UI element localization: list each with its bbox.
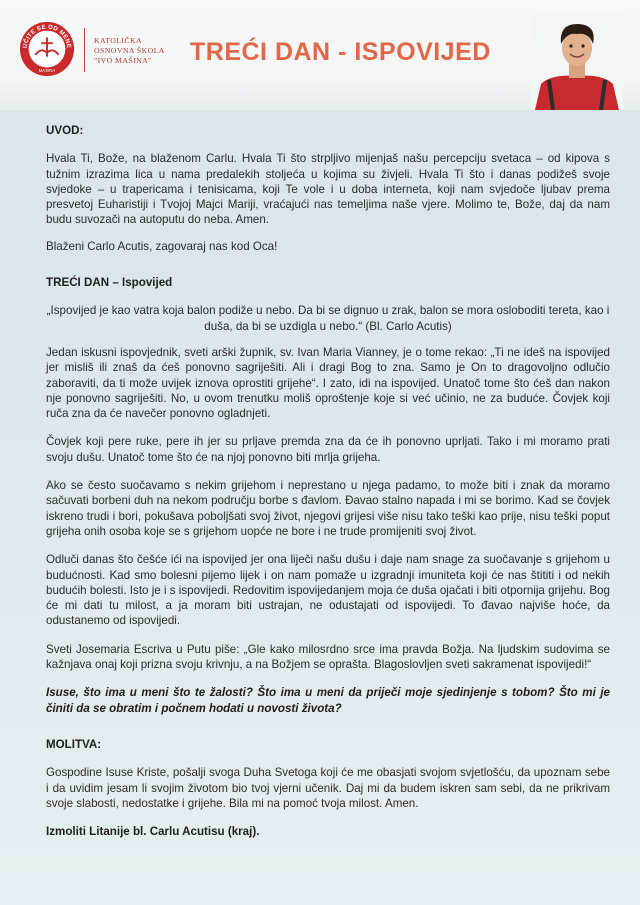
header-divider	[84, 28, 85, 72]
document-body	[46, 123, 610, 839]
day-heading: TREĆI DAN – Ispovijed	[46, 276, 173, 290]
paragraph-4: Odluči danas što češće ići na ispovijed jer ona liječi našu dušu i daje nam snage za suočavanje s grijehom u budućnosti. Kad smo bolesni pijemo lijek i on nam pomaže u izgradnji imuniteta koji će nas štititi i od nekih budućih bolesti. Isto je i s ispovijedi. Redovitim ispovijedanjem moja će duša ojačati i biti otpornija grijehu. Bog će mi dati tu milost, a ja moram biti ustrajan, ne odustajati od ispovijedi. To đavao najviše hoće, da odustanemo od ispovijedi.	[46, 553, 610, 628]
paragraph-5: Sveti Josemaria Escriva u Putu piše: „Gle kako milosrdno srce ima pravda Božja. Na ljudskim sudovima se kažnjava onaj koji prizna svoju krivnju, a na Božjem se oprašta. Blagoslovljen sveti sakramenat ispovijedi!“	[46, 642, 610, 672]
school-logo	[18, 20, 76, 78]
paragraph-1: Jedan iskusni ispovjednik, sveti arški župnik, sv. Ivan Maria Vianney, je o tome rekao: „Ti ne ideš na ispovijed jer misliš ili znaš da ćeš ponovno sagriješiti. Ali i dragi Bog to zna. Samo je On to dragovoljno odlučio zaboraviti, da ti može uvijek iznova oprostiti grijehe“. I zato, idi na ispovijed. Unatoč tome što ćeš dan nakon nje ponovno sagriješiti. No, u ovom trenutku moliš oproštenje koje si već učinio, ne za buduće. Čovjek koji ruča zna da će navečer ponovno ogladnjeti.	[46, 345, 610, 421]
intro-paragraph: Hvala Ti, Bože, na blaženom Carlu. Hvala Ti što strpljivo mijenjaš našu percepciju svetaca – od kipova s tužnim izrazima lica u nama predalekih stoljeća u kojima su živjeli. Hvala Ti što i danas podižeš svoje svjedoke – u trapericama i tenisicama, koji Te vole i u doba interneta, koji nam svjedoče ljubav prema presvetoj Euharistiji i Tvojoj Majci Mariji, vraćajući nas temeljima naše vjere. Molimo te, Bože, daj da nam budu suvozači na autoputu do neba. Amen.	[46, 152, 610, 227]
school-line-3: "IVO MAŠINA"	[94, 56, 152, 65]
paragraph-2: Čovjek koji pere ruke, pere ih jer su prljave premda zna da će ih ponovno uprljati. Tako i mi moramo prati svoju dušu. Unatoč tome što će na njoj ponovno biti mrlja grijeha.	[46, 435, 610, 464]
carlo-acutis-portrait	[531, 14, 623, 110]
school-line-2: OSNOVNA ŠKOLA	[94, 46, 165, 55]
school-line-1: KATOLIČKA	[94, 36, 143, 45]
logo-subtext: MAŠINA	[38, 68, 56, 74]
page-header	[0, 0, 640, 110]
prayer-heading: MOLITVA:	[46, 737, 102, 751]
closing-instruction: Izmoliti Litanije bl. Carlu Acutisu (kraj).	[46, 825, 260, 839]
logo-text: UČITE SE OD MENE	[22, 24, 72, 49]
intro-prayer: Blaženi Carlo Acutis, zagovaraj nas kod Oca!	[46, 239, 278, 253]
carlo-quote: „Ispovijed je kao vatra koja balon podiže u nebo. Da bi se dignuo u zrak, balon se mora osloboditi tereta, kao i duša, da bi se uzdigla u nebo.“ (Bl. Carlo Acutis)	[46, 304, 610, 333]
school-name	[94, 36, 165, 66]
prayer-paragraph: Gospodine Isuse Kriste, pošalji svoga Duha Svetoga koji će me obasjati svojom svjetlošću, da upoznam sebe i da uvidim jesam li svojim životom bio tvoj vjerni učenik. Daj mi da budem iskren sam sebi, da ne prikrivam svoje slabosti, nedostatke i grijehe. Bila mi na pomoć tvoja milost. Amen.	[46, 766, 610, 810]
intro-heading: UVOD:	[46, 124, 84, 137]
page-title: TREĆI DAN - ISPOVIJED	[190, 38, 491, 66]
reflection-question: Isuse, što ima u meni što te žalosti? Što ima u meni da priječi moje sjedinjenje s tobom? Što mi je činiti da se obratim i počnem hodati u novosti života?	[46, 686, 610, 715]
paragraph-3: Ako se često suočavamo s nekim grijehom i neprestano u njega padamo, to može biti i znak da moramo sačuvati borbeni duh na nekom području borbe s đavlom. Đavao stalno napada i mi se borimo. Kad se čovjek iskreno trudi i bori, pokušava poboljšati svoj život, njegovi grijesi više nisu tako teški kao prije, nisu teški poput grijeha onih osoba koje se s grijehom uopće ne bore i ne trude promijeniti svoj život.	[46, 479, 610, 538]
